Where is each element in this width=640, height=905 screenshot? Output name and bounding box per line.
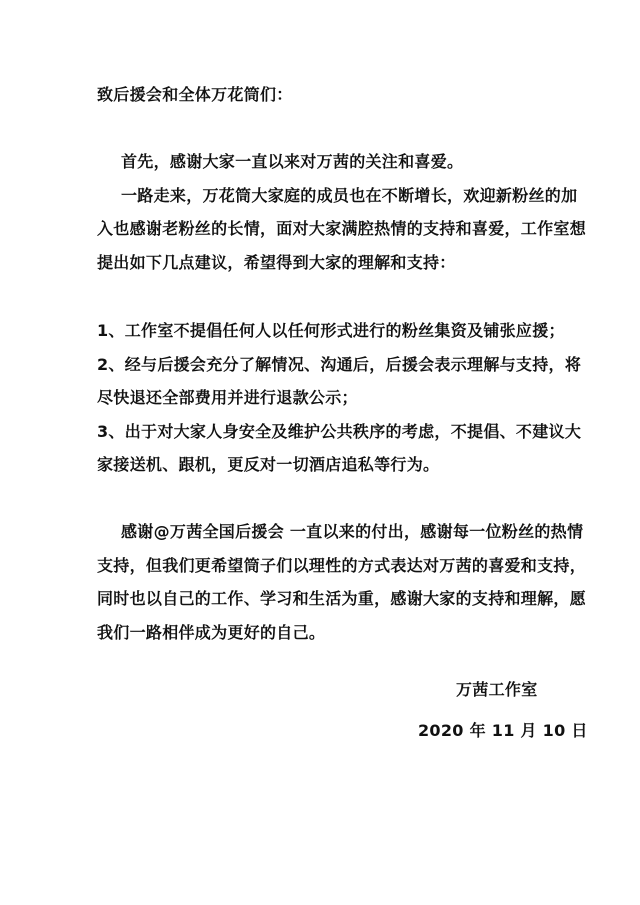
opening-paragraph: 首先，感谢大家一直以来对万茜的关注和喜爱。 <box>121 152 464 171</box>
intro-line-3: 提出如下几点建议，希望得到大家的理解和支持： <box>97 253 456 272</box>
closing-line-3: 同时也以自己的工作、学习和生活为重，感谢大家的支持和理解，愿 <box>97 589 587 608</box>
signature: 万茜工作室 <box>456 680 538 699</box>
intro-line-2: 入也感谢老粉丝的长情，面对大家满腔热情的支持和喜爱，工作室想 <box>97 219 587 238</box>
closing-line-4: 我们一路相伴成为更好的自己。 <box>97 623 326 642</box>
point-2-line-1: 2、经与后援会充分了解情况、沟通后，后援会表示理解与支持，将 <box>97 355 582 374</box>
closing-line-2: 支持，但我们更希望筒子们以理性的方式表达对万茜的喜爱和支持， <box>97 556 587 575</box>
point-1-line-1: 1、工作室不提倡任何人以任何形式进行的粉丝集资及铺张应援； <box>97 321 565 340</box>
point-3-line-1: 3、出于对大家人身安全及维护公共秩序的考虑，不提倡、不建议大 <box>97 422 582 441</box>
closing-line-1: 感谢@万茜全国后援会 一直以来的付出，感谢每一位粉丝的热情 <box>121 522 584 541</box>
intro-line-1: 一路走来，万花筒大家庭的成员也在不断增长，欢迎新粉丝的加 <box>121 186 578 205</box>
salutation: 致后援会和全体万花筒们： <box>97 85 293 104</box>
date: 2020 年 11 月 10 日 <box>418 721 588 740</box>
point-3-line-2: 家接送机、跟机，更反对一切酒店追私等行为。 <box>97 455 440 474</box>
point-2-line-2: 尽快退还全部费用并进行退款公示； <box>97 388 358 407</box>
